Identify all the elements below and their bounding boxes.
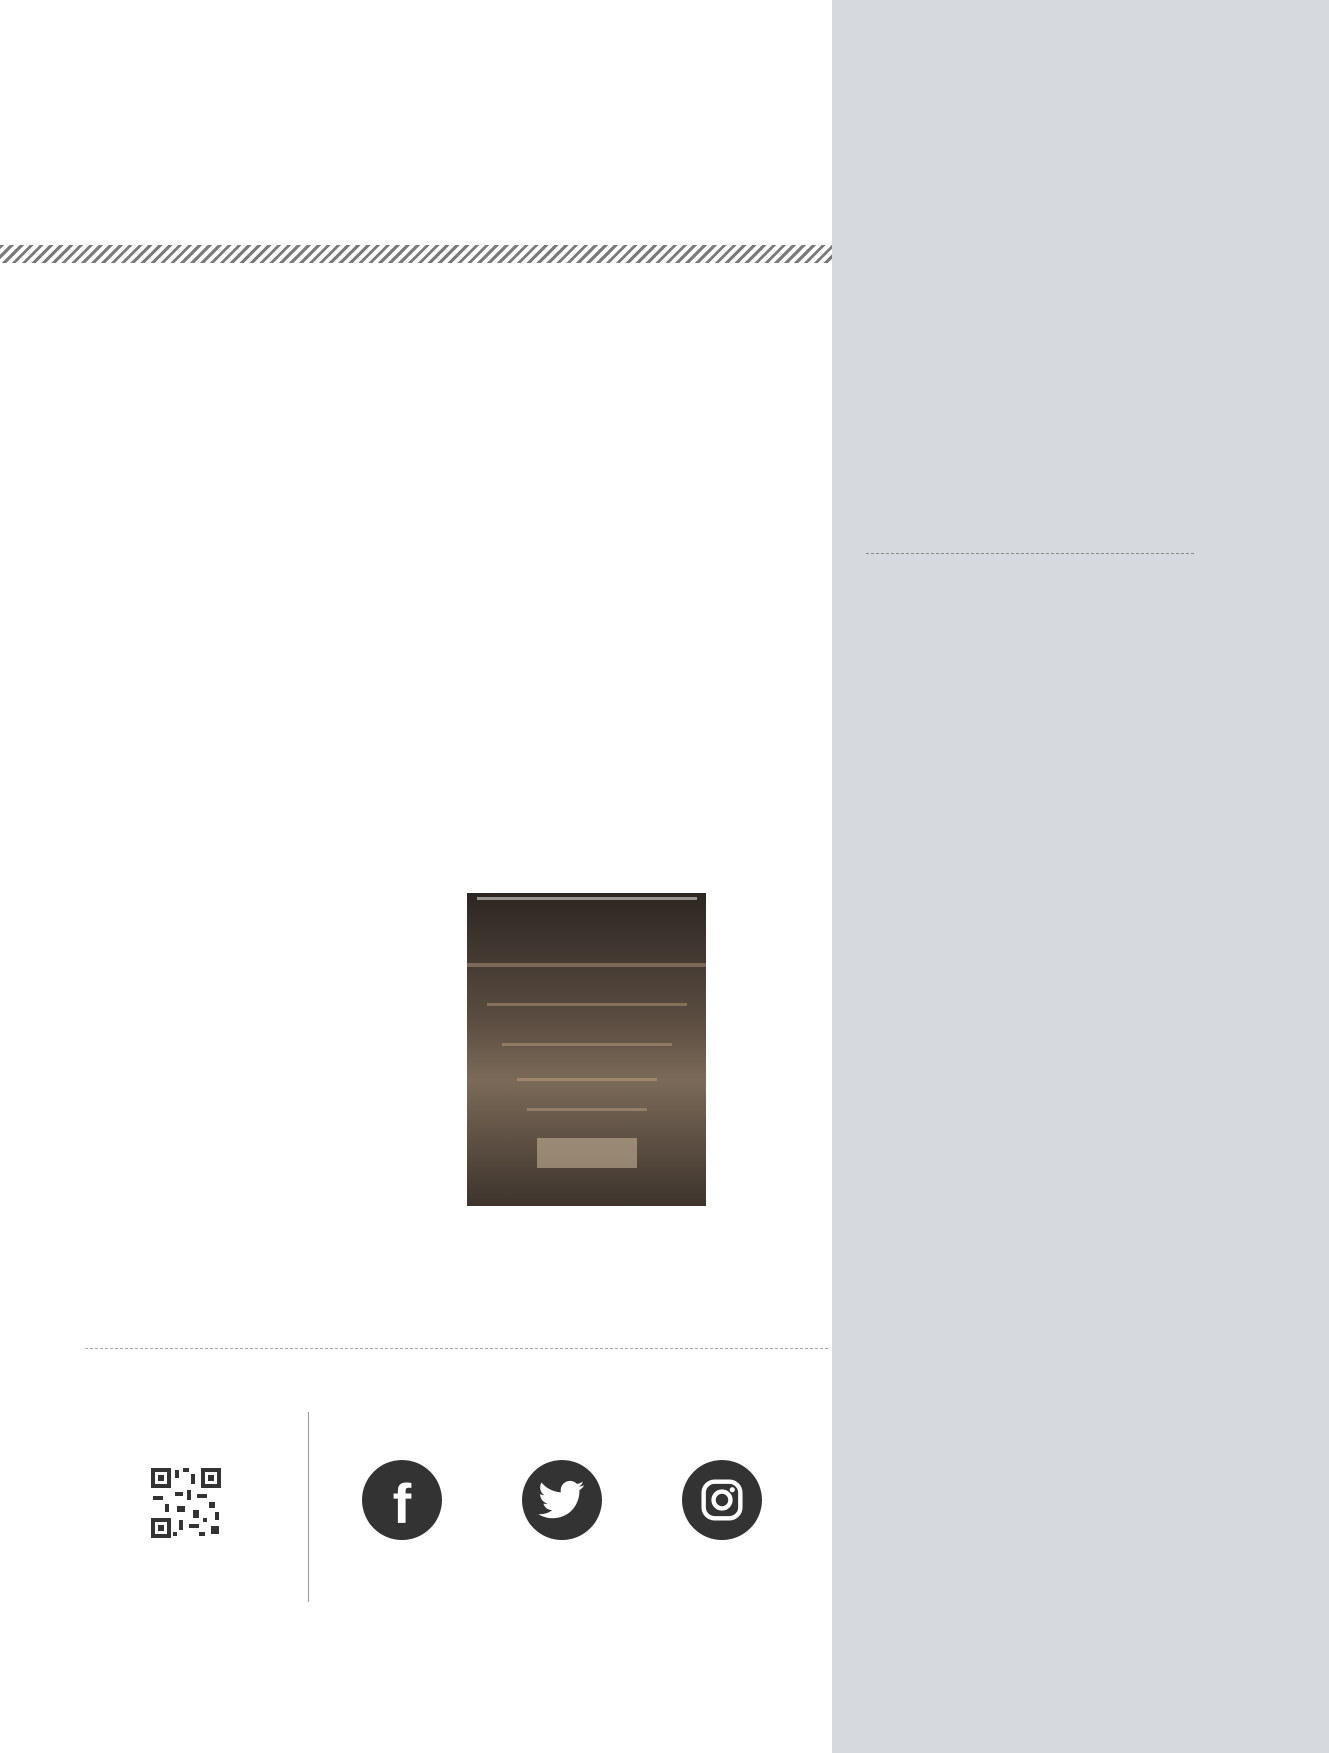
disclaimer-block	[866, 590, 1210, 608]
cover-image	[467, 893, 706, 1206]
cover-topline	[477, 897, 697, 900]
qr-divider	[308, 1412, 309, 1602]
masthead-sidebar	[832, 0, 1329, 1753]
facebook-icon[interactable]: f	[362, 1460, 442, 1540]
twitter-icon[interactable]	[522, 1460, 602, 1540]
sidebar-divider	[866, 553, 1194, 554]
decorative-hatch-strip	[0, 245, 832, 263]
qr-code-icon[interactable]	[149, 1466, 223, 1540]
bottom-divider	[85, 1348, 828, 1349]
instagram-icon[interactable]	[682, 1460, 762, 1540]
